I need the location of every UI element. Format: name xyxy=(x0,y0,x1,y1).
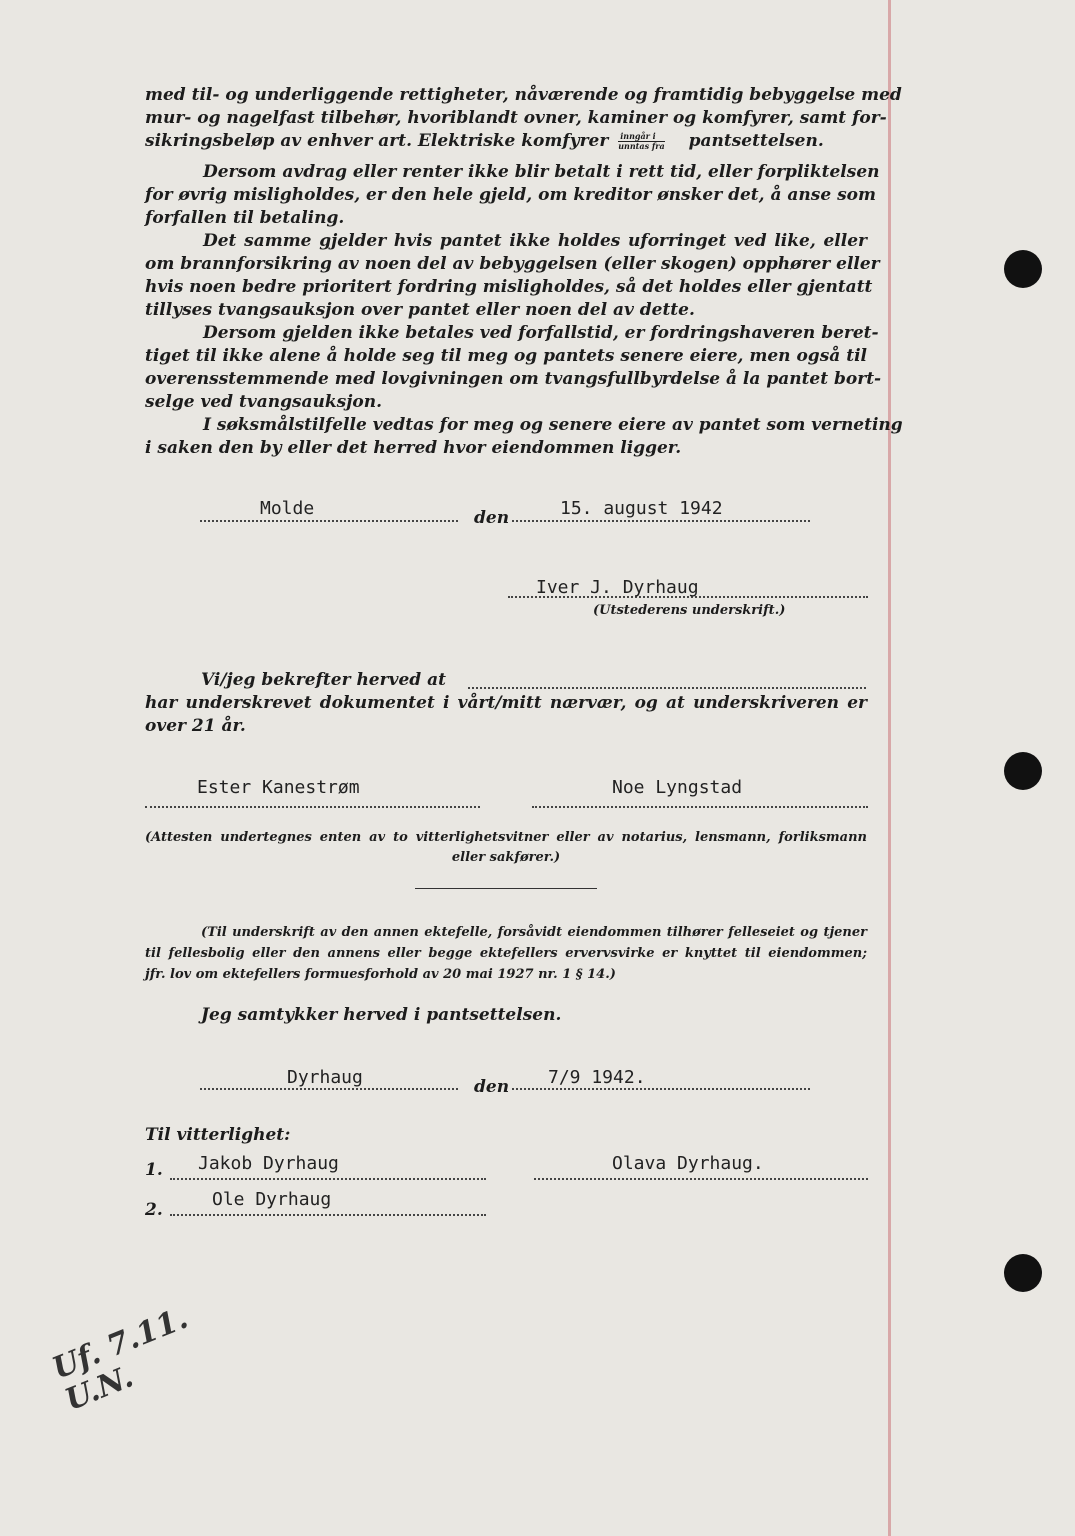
witness-3-dotted-line xyxy=(534,1178,868,1180)
attest-note-line-2: eller sakfører.) xyxy=(451,850,561,865)
date-value: 15. august 1942 xyxy=(560,498,723,519)
text-fragment: sikringsbeløp av enhver art. Elektriske komfyrer xyxy=(145,131,609,151)
witness-names-dotted-line xyxy=(468,687,866,689)
text-line xyxy=(145,130,867,153)
fraction-inngar-unntas xyxy=(618,132,664,151)
fraction-bottom: unntas fra xyxy=(618,141,665,151)
issuer-signature: Iver J. Dyrhaug xyxy=(536,577,699,598)
margin-rule xyxy=(888,0,891,1536)
spouse-note xyxy=(145,922,867,985)
vitterlighet-witness-3: Olava Dyrhaug. xyxy=(612,1153,764,1174)
paragraph-4 xyxy=(145,322,882,414)
text-line: i saken den by eller det herred hvor eiendommen ligger. xyxy=(145,438,682,458)
paragraph-3 xyxy=(145,230,880,322)
vitterlighet-witness-2: Ole Dyrhaug xyxy=(212,1189,332,1210)
vitterlighet-heading: Til vitterlighet: xyxy=(145,1125,291,1145)
text-line: Dersom gjelden ikke betales ved forfallstid, er fordringshaveren beret- xyxy=(203,323,879,343)
text-line: over 21 år. xyxy=(145,716,246,736)
text-line: I søksmålstilfelle vedtas for meg og senere eiere av pantet som verneting xyxy=(203,415,903,435)
witness-number-2: 2. xyxy=(145,1200,163,1220)
text-fragment: pantsettelsen. xyxy=(688,131,824,151)
date-2-dotted-line xyxy=(512,1088,810,1090)
witness-left-dotted-line xyxy=(145,806,480,808)
text-line: med til- og underliggende rettigheter, nåværende og framtidig bebyggelse med xyxy=(145,85,902,105)
text-line: (Til underskrift av den annen ektefelle, forsåvidt eiendommen tilhører felleseiet og tjener xyxy=(201,925,867,940)
witness-left-signature: Ester Kanestrøm xyxy=(197,777,360,798)
text-line: tillyses tvangsauksjon over pantet eller noen del av dette. xyxy=(145,300,695,320)
text-line: for øvrig misligholdes, er den hele gjeld, om kreditor ønsker det, å anse som xyxy=(145,185,876,205)
text-line: jfr. lov om ektefellers formuesforhold av 20 mai 1927 nr. 1 § 14.) xyxy=(145,967,616,982)
place-2-value: Dyrhaug xyxy=(287,1067,363,1088)
text-line: om brannforsikring av noen del av bebyggelsen (eller skogen) opphører eller xyxy=(145,254,880,274)
date-dotted-line xyxy=(512,520,810,522)
place-dotted-line xyxy=(200,520,458,522)
punch-hole-bottom xyxy=(1004,1254,1042,1292)
witness-1-dotted-line xyxy=(170,1178,486,1180)
den-label: den xyxy=(474,508,510,528)
text-line: selge ved tvangsauksjon. xyxy=(145,392,383,412)
paragraph-2 xyxy=(145,161,880,230)
fraction-top: inngår i xyxy=(618,132,664,142)
witness-right-signature: Noe Lyngstad xyxy=(612,777,743,798)
paragraph-1 xyxy=(145,84,902,153)
witness-confirmation xyxy=(145,669,867,738)
place-value: Molde xyxy=(260,498,315,519)
consent-statement: Jeg samtykker herved i pantsettelsen. xyxy=(201,1005,562,1025)
text-line: hvis noen bedre prioritert fordring misligholdes, så det holdes eller gjentatt xyxy=(145,277,873,297)
issuer-signature-caption: (Utstederens underskrift.) xyxy=(593,603,786,618)
vitterlighet-witness-1: Jakob Dyrhaug xyxy=(198,1153,339,1174)
text-line: Det samme gjelder hvis pantet ikke holdes uforringet ved like, eller xyxy=(203,231,867,251)
text-line: forfallen til betaling. xyxy=(145,208,345,228)
text-line: Dersom avdrag eller renter ikke blir betalt i rett tid, eller forpliktelsen xyxy=(203,162,880,182)
paragraph-5 xyxy=(145,414,903,460)
date-2-value: 7/9 1942. xyxy=(548,1067,646,1088)
place-2-dotted-line xyxy=(200,1088,458,1090)
section-divider xyxy=(415,888,597,889)
punch-hole-middle xyxy=(1004,752,1042,790)
witness-right-dotted-line xyxy=(532,806,868,808)
text-line: tiget til ikke alene å holde seg til meg og pantets senere eiere, men også til xyxy=(145,346,867,366)
attest-note-line-1: (Attesten undertegnes enten av to vitterlighetsvitner eller av notarius, lensmann, forliksmann xyxy=(145,830,867,845)
text-line: har underskrevet dokumentet i vårt/mitt nærvær, og at underskriveren er xyxy=(145,693,867,713)
text-line: mur- og nagelfast tilbehør, hvoriblandt ovner, kaminer og komfyrer, samt for- xyxy=(145,108,887,128)
text-fragment: Vi/jeg bekrefter herved at xyxy=(201,670,446,690)
handwritten-margin-note: Uf. 7.11. U.N. xyxy=(47,1300,193,1419)
den-label-2: den xyxy=(474,1077,510,1097)
text-line: til fellesbolig eller den annens eller begge ektefellers ervervsvirke er knyttet til eiendommen; xyxy=(145,946,867,961)
punch-hole-top xyxy=(1004,250,1042,288)
witness-number-1: 1. xyxy=(145,1160,163,1180)
witness-2-dotted-line xyxy=(170,1214,486,1216)
text-line: overensstemmende med lovgivningen om tvangsfullbyrdelse å la pantet bort- xyxy=(145,369,882,389)
